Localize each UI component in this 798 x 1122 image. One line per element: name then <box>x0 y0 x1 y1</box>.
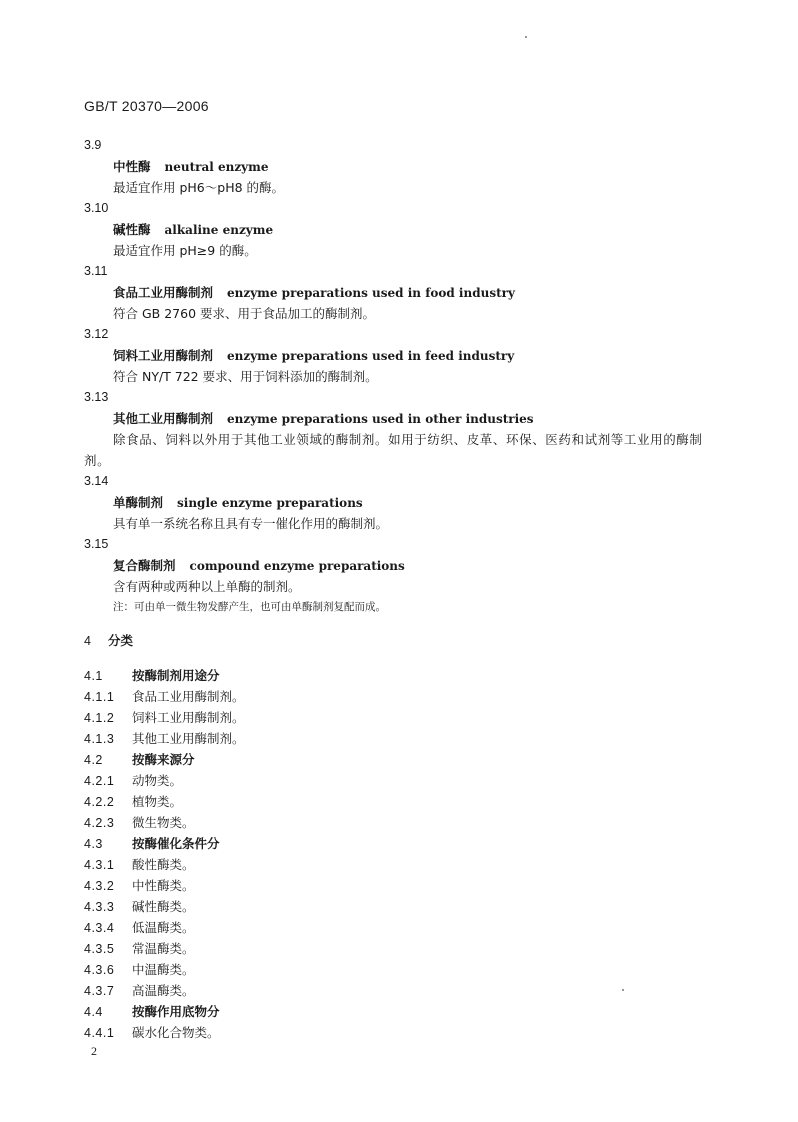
subsection-heading <box>84 833 714 854</box>
item-text: 微生物类。 <box>132 815 195 830</box>
item-number: 4.1.3 <box>84 732 115 746</box>
item-number: 4.3.4 <box>84 921 115 935</box>
term-zh: 碱性酶 <box>113 222 151 237</box>
item-number: 4.3.1 <box>84 858 115 872</box>
classification-item <box>84 896 714 917</box>
term-title <box>113 555 714 576</box>
document-body <box>84 135 714 1043</box>
term-number: 3.13 <box>84 390 109 404</box>
item-number: 4.1 <box>84 669 103 683</box>
term-zh: 饲料工业用酶制剂 <box>113 348 214 363</box>
term-en: neutral enzyme <box>164 160 269 174</box>
term-definition: 最适宜作用 pH≥9 的酶。 <box>113 243 257 258</box>
item-text: 低温酶类。 <box>132 920 195 935</box>
classification-item <box>84 980 714 1001</box>
item-text: 高温酶类。 <box>132 983 195 998</box>
term-entry <box>84 198 714 261</box>
term-zh: 食品工业用酶制剂 <box>113 285 214 300</box>
classification-item <box>84 770 714 791</box>
classification-item <box>84 707 714 728</box>
term-en: alkaline enzyme <box>164 223 274 237</box>
term-title <box>113 219 714 240</box>
item-text: 中温酶类。 <box>132 962 195 977</box>
classification-item <box>84 1022 714 1043</box>
item-number: 4.2.2 <box>84 795 115 809</box>
item-text: 植物类。 <box>132 794 183 809</box>
item-number: 4.3 <box>84 837 103 851</box>
item-text: 其他工业用酶制剂。 <box>132 731 245 746</box>
term-definition: 符合 GB 2760 要求、用于食品加工的酶制剂。 <box>113 306 375 321</box>
term-entry <box>84 534 714 618</box>
classification-item <box>84 917 714 938</box>
classification-item <box>84 728 714 749</box>
term-title <box>113 408 714 429</box>
term-en: enzyme preparations used in other industries <box>227 412 534 426</box>
item-text: 按酶作用底物分 <box>132 1004 220 1019</box>
item-number: 4.2.3 <box>84 816 115 830</box>
item-number: 4.3.3 <box>84 900 115 914</box>
classification-item <box>84 875 714 896</box>
term-entry <box>84 471 714 534</box>
term-number: 3.10 <box>84 201 109 215</box>
term-number: 3.12 <box>84 327 109 341</box>
classification-item <box>84 959 714 980</box>
term-number: 3.14 <box>84 474 109 488</box>
term-zh: 单酶制剂 <box>113 495 164 510</box>
item-number: 4.1.1 <box>84 690 115 704</box>
term-en: compound enzyme preparations <box>189 559 405 573</box>
term-entry <box>84 387 714 471</box>
item-number: 4.2.1 <box>84 774 115 788</box>
term-title <box>113 492 714 513</box>
item-number: 4.2 <box>84 753 103 767</box>
classification-list <box>84 665 714 1043</box>
term-entry <box>84 261 714 324</box>
term-definition: 含有两种或两种以上单酶的制剂。 <box>113 579 301 594</box>
term-definition: 具有单一系统名称且具有专一催化作用的酶制剂。 <box>113 516 389 531</box>
term-zh: 复合酶制剂 <box>113 558 176 573</box>
section-title: 分类 <box>108 633 134 648</box>
standard-code: GB/T 20370—2006 <box>84 98 209 114</box>
term-number: 3.15 <box>84 537 109 551</box>
term-entry <box>84 324 714 387</box>
item-number: 4.3.2 <box>84 879 115 893</box>
subsection-heading <box>84 749 714 770</box>
item-text: 中性酶类。 <box>132 878 195 893</box>
term-definition: 最适宜作用 pH6～pH8 的酶。 <box>113 180 285 195</box>
classification-item <box>84 812 714 833</box>
item-number: 4.3.6 <box>84 963 115 977</box>
classification-item <box>84 791 714 812</box>
scan-speck <box>525 36 527 38</box>
term-number: 3.11 <box>84 264 108 278</box>
item-number: 4.3.5 <box>84 942 115 956</box>
item-text: 酸性酶类。 <box>132 857 195 872</box>
item-text: 食品工业用酶制剂。 <box>132 689 245 704</box>
classification-item <box>84 938 714 959</box>
section-heading <box>84 630 714 651</box>
term-title <box>113 345 714 366</box>
item-text: 常温酶类。 <box>132 941 195 956</box>
item-text: 按酶制剂用途分 <box>132 668 220 683</box>
term-en: enzyme preparations used in food industry <box>227 286 515 300</box>
term-entry <box>84 135 714 198</box>
item-text: 碱性酶类。 <box>132 899 195 914</box>
item-text: 饲料工业用酶制剂。 <box>132 710 245 725</box>
term-definition: 符合 NY/T 722 要求、用于饲料添加的酶制剂。 <box>113 369 378 384</box>
item-number: 4.1.2 <box>84 711 115 725</box>
page-number: 2 <box>91 1044 97 1058</box>
term-en: enzyme preparations used in feed industry <box>227 349 515 363</box>
term-title <box>113 156 714 177</box>
term-number: 3.9 <box>84 138 102 152</box>
classification-item <box>84 686 714 707</box>
term-note: 注：可由单一微生物发酵产生，也可由单酶制剂复配而成。 <box>113 601 386 613</box>
term-en: single enzyme preparations <box>177 496 363 510</box>
item-text: 碳水化合物类。 <box>132 1025 220 1040</box>
subsection-heading <box>84 665 714 686</box>
term-zh: 中性酶 <box>113 159 151 174</box>
item-text: 按酶催化条件分 <box>132 836 220 851</box>
item-number: 4.3.7 <box>84 984 115 998</box>
section-number: 4 <box>84 634 91 648</box>
classification-item <box>84 854 714 875</box>
item-number: 4.4 <box>84 1005 103 1019</box>
term-title <box>113 282 714 303</box>
item-text: 按酶来源分 <box>132 752 195 767</box>
term-definition: 除食品、饲料以外用于其他工业领域的酶制剂。如用于纺织、皮革、环保、医药和试剂等工业用的酶制剂。 <box>84 432 703 468</box>
term-zh: 其他工业用酶制剂 <box>113 411 214 426</box>
subsection-heading <box>84 1001 714 1022</box>
item-text: 动物类。 <box>132 773 183 788</box>
item-number: 4.4.1 <box>84 1026 115 1040</box>
